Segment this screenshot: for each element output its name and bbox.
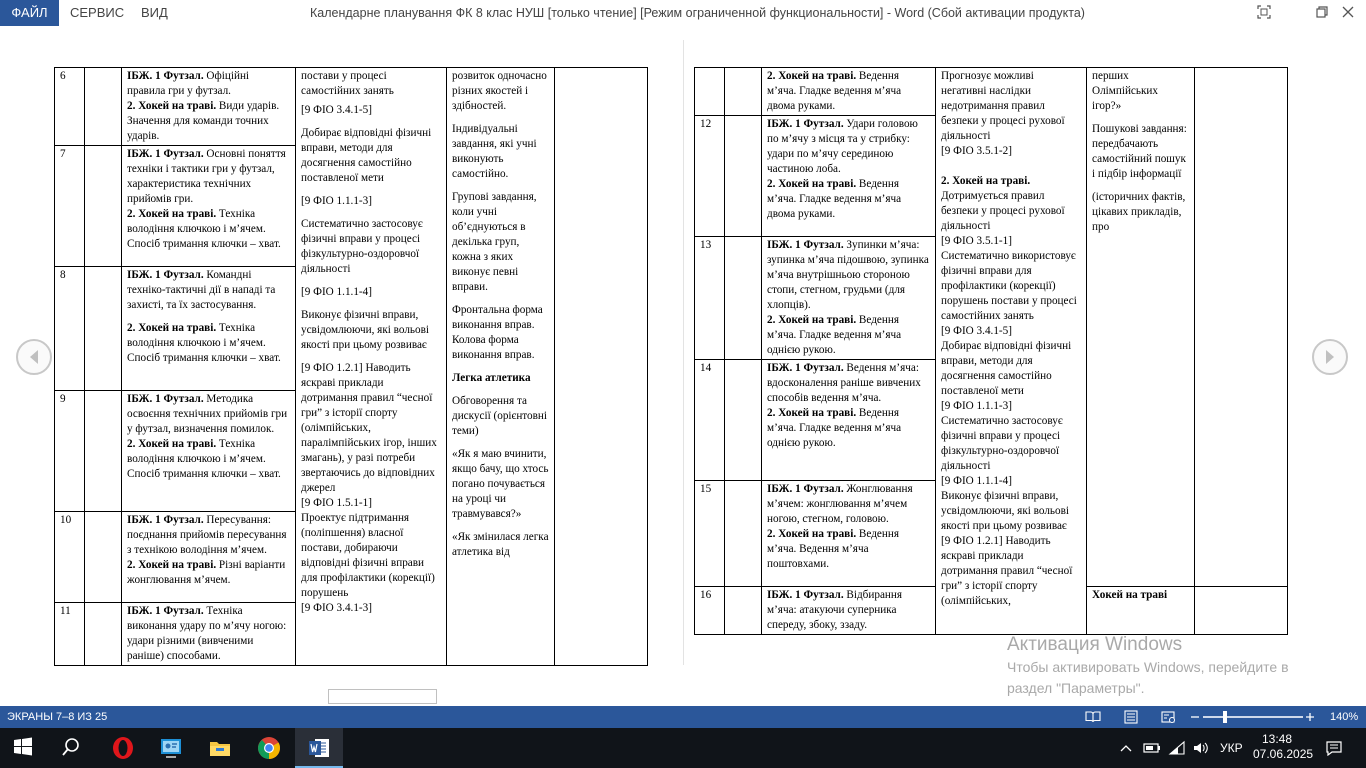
lesson-number: 15 [695,481,725,587]
activation-text: Чтобы активировать Windows, перейдите в раздел "Параметры". [1007,659,1289,696]
lesson-number: 12 [695,116,725,237]
word-icon [307,736,331,760]
date-cell [725,116,762,237]
chevron-up-icon[interactable] [1118,740,1134,756]
lesson-number: 13 [695,237,725,360]
learning-outcomes: Прогнозує можливі негативні наслідки недотримання правил безпеки у процесі рухової діяльності [9 ФІО 3.5.1-2] 2. Хокей на траві. Дотримується правил безпеки у процесі рухової діяльності [9 ФІО 3.5.1-1] Систематично використовує фізичні вправи для профілактики (корекції) порушень постави у процесі самостійних занять [9 ФІО 3.4.1-5] Добирає відповідні фізичні вправи, методи для досягнення самостійно поставленої мети [9 ФІО 1.1.1-3] Систематично застосовує фізичні вправи у процесі фізкультурно-оздоровчої діяльності [9 ФІО 1.1.1-4] Виконує фізичні вправи, усвідомлюючи, які вольові якості при цьому розвиває [9 ФІО 1.2.1] Наводить яскраві приклади дотримання правил “чесної гри” з історії спорту (олімпійських, [936,68,1087,635]
notes-cell [1195,68,1288,587]
date-cell [725,481,762,587]
lesson-topic: ІБЖ. 1 Футзал. Відбирання м’яча: атакуючи суперника спереду, збоку, ззаду. [762,587,936,635]
methods-footer: Хокей на траві [1087,587,1195,635]
lesson-topic: ІБЖ. 1 Футзал. Ведення м’яча: вдосконалення раніше вивчених способів ведення м’яча. 2. Хокей на траві. Ведення м’яча. Гладке ведення м’яча однією рукою. [762,360,936,481]
clock-time: 13:48 [1261,732,1293,746]
date-cell [85,267,122,391]
clock[interactable] [1253,732,1314,762]
title-bar [0,0,1366,26]
lesson-topic: ІБЖ. 1 Футзал. Основні поняття техніки і тактики гри у футзал, характеристика технічних прийомів гри. 2. Хокей на траві. Техніка володіння ключкою і м’ячем. Спосіб тримання ключки – хват. [122,146,296,267]
input-language[interactable]: УКР [1220,741,1243,755]
teaching-methods: розвиток одночасно різних якостей і здібностей. Індивідуальні завдання, які учні виконують самостійно. Групові завдання, коли учні об’єднуються в декілька груп, кожна з яких виконує певні вправи. Фронтальна форма виконання вправ. Колова форма виконання вправ. Легка атлетика Обговорення та дискусії (орієнтовні теми) «Як я маю вчинити, якщо бачу, що хтось погано почувається на уроці чи травмувався?» «Як змінилася легка атлетика від [447,68,555,666]
zoom-slider-thumb[interactable] [1223,711,1227,723]
lesson-number: 16 [695,587,725,635]
tab-file[interactable]: ФАЙЛ [0,0,59,26]
learning-outcomes: постави у процесі самостійних занять [9 ФІО 3.4.1-5] Добирає відповідні фізичні вправи, методи для досягнення самостійно поставленої мети [9 ФІО 1.1.1-3] Систематично застосовує фізичні вправи у процесі фізкультурно-оздоровчої діяльності [9 ФІО 1.1.1-4] Виконує фізичні вправи, усвідомлюючи, які вольові якості при цьому розвиває [9 ФІО 1.2.1] Наводить яскраві приклади дотримання правил “чесної гри” з історії спорту (олімпійських, паралімпійських ігор, інших змагань), у разі потреби звертаючись до відповідних джерел [9 ФІО 1.5.1-1] Проектує підтримання (поліпшення) власної постави, добираючи відповідні фізичні вправи для профілактики (корекції) порушень [9 ФІО 3.4.1-3] [296,68,447,666]
notes-cell [555,68,648,666]
date-cell [85,512,122,603]
volume-icon[interactable] [1192,740,1210,756]
word-taskbar-button[interactable] [295,728,343,768]
opera-icon [111,736,135,760]
status-bar [0,706,1366,728]
lesson-number: 10 [55,512,85,603]
lesson-topic: ІБЖ. 1 Футзал. Офіційні правила гри у футзал. 2. Хокей на траві. Види ударів. Значення для команди точних ударів. [122,68,296,146]
search-button[interactable] [48,728,96,768]
lesson-topic: ІБЖ. 1 Футзал. Техніка виконання удару по м’ячу ногою: удари різними (вивченими раніше) способами. [122,603,296,666]
lesson-topic: ІБЖ. 1 Футзал. Жонглювання м’ячем: жонглювання м’ячем ногою, стегном, головою. 2. Хокей на траві. Ведення м’яча. Ведення м’яча поштовхами. [762,481,936,587]
restore-icon[interactable] [1314,4,1330,20]
date-cell [85,68,122,146]
lesson-number: 6 [55,68,85,146]
chrome-icon [257,736,281,760]
notification-icon[interactable] [1325,740,1343,756]
close-icon[interactable] [1340,4,1356,20]
screens-indicator: ЭКРАНЫ 7–8 ИЗ 25 [7,711,108,723]
fullscreen-icon[interactable] [1256,4,1272,20]
document-title: Календарне планування ФК 8 клас НУШ [только чтение] [Режим ограниченной функциональности] - Word (Сбой активации продукта) [310,6,1085,20]
arrow-right-icon [1323,349,1337,365]
lesson-topic: ІБЖ. 1 Футзал. Удари головою по м’ячу з місця та у стрибку: удари по м’ячу серединою частиною лоба. 2. Хокей на траві. Ведення м’яча. Гладке ведення м’яча двома руками. [762,116,936,237]
zoom-in-icon[interactable] [1305,709,1315,725]
battery-icon[interactable] [1143,740,1161,756]
lesson-number: 7 [55,146,85,267]
date-cell [725,360,762,481]
read-mode-icon[interactable] [1085,709,1101,725]
lesson-topic: ІБЖ. 1 Футзал. Зупинки м’яча: зупинка м’яча підошвою, зупинка м’яча внутрішньою стороною стопи, стегном, грудьми (для хлопців). 2. Хокей на траві. Ведення м’яча. Гладке ведення м’яча однією рукою. [762,237,936,360]
date-cell [725,237,762,360]
activation-watermark [1007,633,1327,699]
zoom-level[interactable]: 140% [1330,711,1359,723]
next-screen-button[interactable] [1312,339,1348,375]
control-panel-icon [159,736,183,760]
date-cell [725,68,762,116]
tab-view[interactable]: ВИД [141,5,168,20]
lesson-number: 14 [695,360,725,481]
date-cell [725,587,762,635]
search-icon [60,736,82,758]
teaching-methods: перших Олімпійських ігор?» Пошукові завдання: передбачають самостійний пошук і підбір інформації (історичних фактів, цікавих прикладів, про [1087,68,1195,587]
notes-cell [1195,587,1288,635]
date-cell [85,603,122,666]
page-divider [683,40,684,665]
previous-screen-button[interactable] [16,339,52,375]
lesson-topic: ІБЖ. 1 Футзал. Методика освоєння технічних прийомів гри у футзал, визначення помилок. 2. Хокей на траві. Техніка володіння ключкою і м’ячем. Спосіб тримання ключки – хват. [122,391,296,512]
web-layout-icon[interactable] [1160,709,1176,725]
lesson-topic: 2. Хокей на траві. Ведення м’яча. Гладке ведення м’яча двома руками. [762,68,936,116]
lesson-number: 11 [55,603,85,666]
date-cell [85,146,122,267]
taskbar [0,728,1366,768]
lesson-table-left [54,67,648,666]
date-cell [85,391,122,512]
clock-date: 07.06.2025 [1253,747,1314,761]
wifi-icon[interactable] [1168,740,1186,756]
control-panel-taskbar-button[interactable] [147,728,195,768]
zoom-out-icon[interactable] [1190,709,1200,725]
lesson-number: 9 [55,391,85,512]
chrome-taskbar-button[interactable] [245,728,293,768]
file-explorer-taskbar-button[interactable] [196,728,244,768]
opera-taskbar-button[interactable] [99,728,147,768]
tab-service[interactable]: СЕРВИС [70,5,125,20]
start-button[interactable] [0,728,48,768]
zoom-slider[interactable] [1203,716,1303,718]
arrow-left-icon [27,349,41,365]
lesson-number: 8 [55,267,85,391]
folder-icon [208,736,232,760]
lesson-number [695,68,725,116]
activation-title: Активация Windows [1007,634,1183,655]
lesson-topic: ІБЖ. 1 Футзал. Командні техніко-тактичні дії в нападі та захисті, та їх застосування. 2. Хокей на траві. Техніка володіння ключкою і м’ячем. Спосіб тримання ключки – хват. [122,267,296,391]
lesson-topic: ІБЖ. 1 Футзал. Пересування: поєднання прийомів пересування з технікою володіння м’ячем. 2. Хокей на траві. Різні варіанти жонглювання м’ячем. [122,512,296,603]
lesson-table-right [694,67,1288,635]
print-layout-icon[interactable] [1123,709,1139,725]
windows-logo-icon [12,736,34,758]
horizontal-scrollbar[interactable] [328,689,437,704]
